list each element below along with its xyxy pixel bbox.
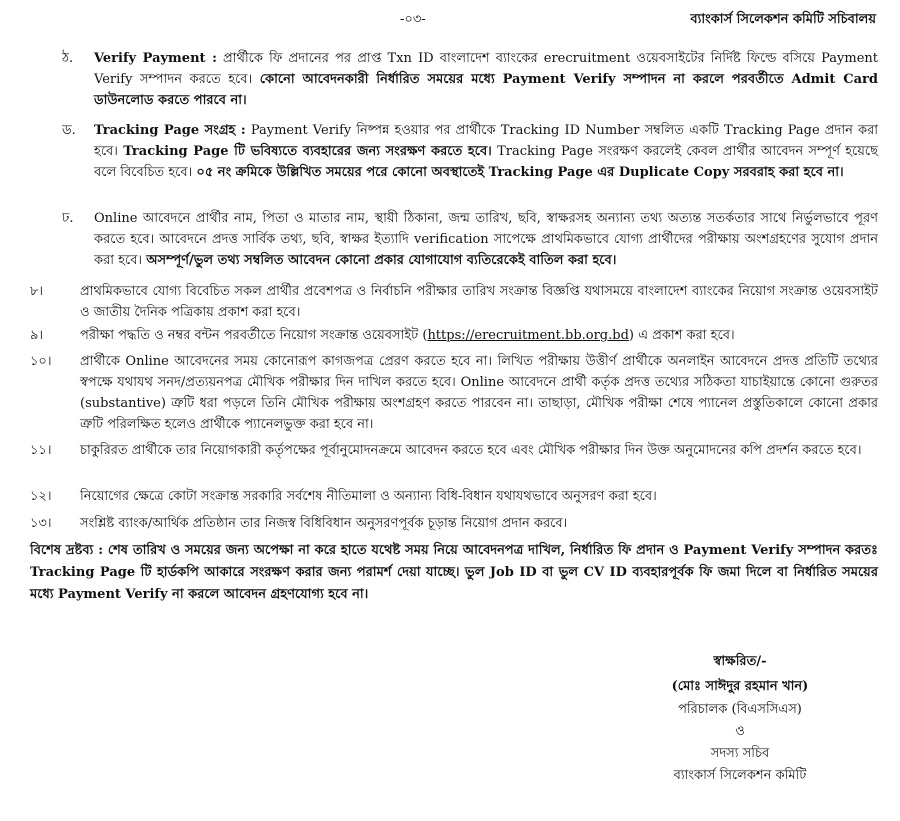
- signed-mark: স্বাক্ষরিত/-: [713, 654, 767, 669]
- sub-item-text: প্রার্থীকে ফি প্রদানের পর প্রাপ্ত Txn ID বাংলাদেশ ব্যাংকের erecruitment ওয়েবসাইটের নির্দিষ্ট ফিল্ডে বসিয়ে Payment Verify সম্পাদন করতে হবে।: [94, 51, 878, 87]
- item-quota-policy: নিয়োগের ক্ষেত্রে কোটা সংক্রান্ত সরকারি সর্বশেষ নীতিমালা ও অন্যান্য বিধি-বিধান যথাযথভাবে অনুসরণ করা হবে।: [80, 489, 657, 504]
- item-number: ১২।: [30, 489, 52, 504]
- signatory-committee: ব্যাংকার্স সিলেকশন কমিটি: [673, 768, 807, 783]
- sub-item-number: ড.: [62, 123, 76, 138]
- sub-item-number: ঢ.: [62, 211, 74, 226]
- office-name: ব্যাংকার্স সিলেকশন কমিটি সচিবালয়: [690, 12, 876, 27]
- sub-item-verify-payment: [94, 48, 878, 111]
- item-final-appointment: সংশ্লিষ্ট ব্যাংক/আর্থিক প্রতিষ্ঠান তার নিজস্ব বিধিবিধান অনুসরণপূর্বক চূড়ান্ত নিয়োগ প্রদান করবে।: [80, 516, 568, 531]
- special-note: [30, 540, 878, 606]
- item-admit-card-notice: প্রাথমিকভাবে যোগ্য বিবেচিত সকল প্রার্থীর প্রবেশপত্র ও নির্বাচনি পরীক্ষার তারিখ সংক্রান্ত বিজ্ঞপ্তি যথাসময়ে বাংলাদেশ ব্যাংকের নিয়োগ সংক্রান্ত ওয়েবসাইট ও জাতীয় দৈনিক পত্রিকায় প্রকাশ করা হবে।: [80, 284, 878, 320]
- item-employed-candidates: চাকুরিরত প্রার্থীকে তার নিয়োগকারী কর্তৃপক্ষের পূর্বানুমোদনক্রমে আবেদন করতে হবে এবং মৌখিক পরীক্ষার দিন উক্ত অনুমোদনের কপি প্রদর্শন করতে হবে।: [80, 443, 862, 458]
- sub-item-text: Tracking Page সংরক্ষণ করলেই কেবল প্রার্থীর আবেদন সম্পূর্ণ হয়েছে বলে বিবেচিত হবে।: [94, 144, 879, 180]
- item-number: ৯।: [30, 328, 44, 343]
- sub-item-bold-text: Tracking Page টি ভবিষ্যতে ব্যবহারের জন্য সংরক্ষণ করতে হবে।: [123, 144, 492, 159]
- item-number: ৮।: [30, 284, 44, 299]
- page-number: -০৩-: [400, 12, 426, 27]
- signatory-name: (মোঃ সাঈদুর রহমান খান): [671, 679, 809, 694]
- sub-item-heading: Verify Payment :: [94, 51, 217, 66]
- item-number: ১০।: [30, 354, 52, 369]
- item-number: ১১।: [30, 443, 52, 458]
- item-number: ১৩।: [30, 516, 52, 531]
- signatory-title: পরিচালক (বিএসসিএস): [678, 702, 802, 717]
- sub-item-online-application: [94, 208, 878, 271]
- item-text: পরীক্ষা পদ্ধতি ও নম্বর বন্টন পরবর্তীতে নিয়োগ সংক্রান্ত ওয়েবসাইট (: [80, 328, 428, 343]
- special-note-text: বিশেষ দ্রষ্টব্য : শেষ তারিখ ও সময়ের জন্য অপেক্ষা না করে হাতে যথেষ্ট সময় নিয়ে আবেদনপত্র দাখিল, নির্ধারিত ফি প্রদান ও Payment Verify সম্পাদন করতঃ Tracking Page টি হার্ডকপি আকারে সংরক্ষণ করার জন্য পরামর্শ দেয়া যাচ্ছে। ভুল Job ID বা ভুল CV ID ব্যবহারপূর্বক ফি জমা দিলে বা নির্ধারিত সময়ের মধ্যে Payment Verify না করলে আবেদন গ্রহণযোগ্য হবে না।: [30, 543, 878, 602]
- item-text: ) এ প্রকাশ করা হবে।: [628, 328, 735, 343]
- sub-item-heading: Tracking Page সংগ্রহ :: [94, 123, 246, 138]
- item-exam-method: [80, 325, 878, 346]
- signatory-role: সদস্য সচিব: [710, 746, 770, 761]
- signatory-and: ও: [735, 724, 745, 739]
- sub-item-tracking-page: [94, 120, 878, 183]
- sub-item-text: Online আবেদনে প্রার্থীর নাম, পিতা ও মাতার নাম, স্থায়ী ঠিকানা, জন্ম তারিখ, ছবি, স্বাক্ষরসহ অন্যান্য তথ্য অত্যন্ত সতর্কতার সাথে নির্ভুলভাবে পূরণ করতে হবে। আবেদনে প্রদত্ত সার্বিক তথ্য, ছবি, স্বাক্ষর ইত্যাদি verification সাপেক্ষে প্রাথমিকভাবে যোগ্য প্রার্থীদের পরীক্ষায় অংশগ্রহণের সুযোগ প্রদান করা হবে।: [94, 211, 878, 268]
- item-documents: প্রার্থীকে Online আবেদনের সময় কোনোরূপ কাগজপত্র প্রেরণ করতে হবে না। লিখিত পরীক্ষায় উত্তীর্ণ প্রার্থীকে অনলাইন আবেদনে প্রদত্ত প্রতিটি তথ্যের স্বপক্ষে যথাযথ সনদ/প্রত্যয়নপত্র মৌখিক পরীক্ষার দিন দাখিল করতে হবে। Online আবেদনে প্রার্থী কর্তৃক প্রদত্ত তথ্যের সঠিকতা যাচাইয়ান্তে কোনো গুরুতর (substantive) ত্রুটি ধরা পড়লে তিনি মৌখিক পরীক্ষায় অংশগ্রহণ করতে পারবেন না। তাছাড়া, মৌখিক পরীক্ষা শেষে প্যানেল প্রস্তুতিকালে কোনো প্রকার ত্রুটি পরিলক্ষিত হলেও প্রার্থীকে প্যানেলভুক্ত করা হবে না।: [80, 354, 878, 432]
- sub-item-text: Payment Verify নিষ্পন্ন হওয়ার পর প্রার্থীকে Tracking ID Number সম্বলিত একটি Tracking Page প্রদান করা হবে।: [94, 123, 879, 159]
- sub-item-bold-text: অসম্পূর্ণ/ভুল তথ্য সম্বলিত আবেদন কোনো প্রকার যোগাযোগ ব্যতিরেকেই বাতিল করা হবে।: [146, 253, 617, 268]
- sub-item-bold-text: ০৫ নং ক্রমিকে উল্লিখিত সময়ের পরে কোনো অবস্থাতেই Tracking Page এর Duplicate Copy সরবরাহ করা হবে না।: [196, 165, 844, 180]
- sub-item-number: ঠ.: [62, 51, 74, 66]
- erecruitment-link[interactable]: https://erecruitment.bb.org.bd: [427, 328, 629, 343]
- sub-item-bold-text: কোনো আবেদনকারী নির্ধারিত সময়ের মধ্যে Payment Verify সম্পাদন না করলে পরবর্তীতে Admit Card ডাউনলোড করতে পারবে না।: [94, 72, 878, 108]
